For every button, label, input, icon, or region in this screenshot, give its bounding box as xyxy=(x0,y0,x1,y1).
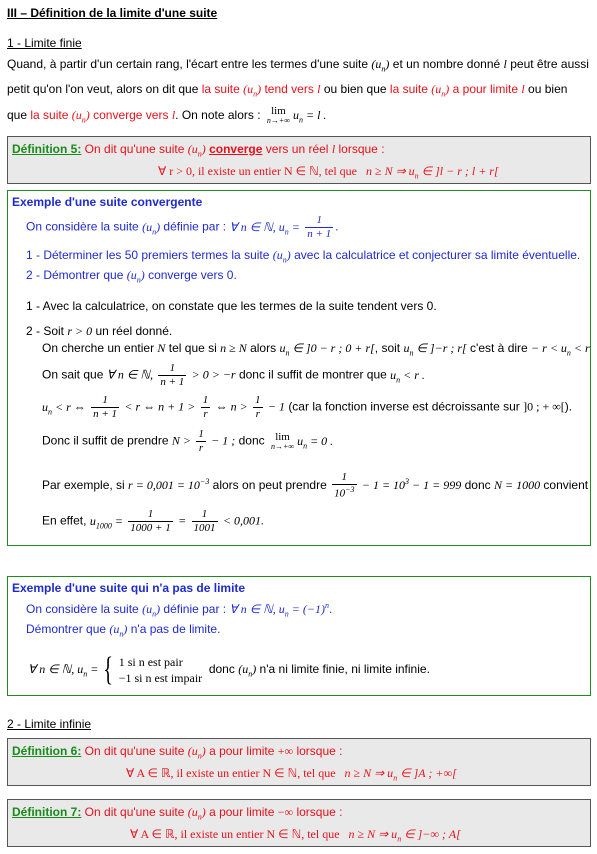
definition-5-box: Définition 5: On dit qu'une suite $(u_n)$ converge vers un réel l lorsque : ∀ r > 0, il existe un entier N ∈ ℕ, tel que n ≥ N ⇒ $u_n$ ∈ ]l − r ; l + r[ xyxy=(7,136,591,184)
example-convergent-title: Exemple d'une suite convergente xyxy=(12,195,203,209)
section-title: III – Définition de la limite d'une suite xyxy=(7,6,218,20)
definition-7-label: Définition 7: xyxy=(12,805,82,819)
definition-6-box: Définition 6: On dit qu'une suite $(u_n)$ a pour limite +∞ lorsque : ∀ A ∈ ℝ, il existe un entier N ∈ ℕ, tel que n ≥ N ⇒ $u_n$ ∈ ]A ; +∞[ xyxy=(7,738,591,786)
example-no-limit-box: Exemple d'une suite qui n'a pas de limite On considère la suite $(u_n)$ définie par : ∀ n ∈ ℕ, $u_n = (-1)^n$. Démontrer que $(u_n)$ n'a pas de limite. ∀ n ∈ ℕ, $u_n$ = { 1 si n est pair −1 si n est impair donc $(u_n)$ n'a ni limite finie, ni limite infinie. xyxy=(7,576,591,696)
definition-5-label: Définition 5: xyxy=(12,142,82,156)
definition-7-box: Définition 7: On dit qu'une suite $(u_n)$ a pour limite −∞ lorsque : ∀ A ∈ ℝ, il existe un entier N ∈ ℕ, tel que n ≥ N ⇒ $u_n$ ∈ ]−∞ ; A[ xyxy=(7,799,591,847)
finite-intro-paragraph: Quand, à partir d'un certain rang, l'écart entre les termes d'une suite $(u_n)$ et un nombre donné l peut être aussi petit qu'on l'on veut, alors on dit que la suite $(u_n)$ tend vers l ou bien que la suite $(u_n)$ a pour limite l ou bien que la suite $(u_n)$ converge vers l. On note alors : lim n→+∞ $u_n = l$ . xyxy=(7,57,589,126)
finite-limit-title: 1 - Limite finie xyxy=(7,36,82,50)
definition-6-label: Définition 6: xyxy=(12,744,82,758)
example-no-limit-title: Exemple d'une suite qui n'a pas de limite xyxy=(12,581,246,595)
example-convergent-box: Exemple d'une suite convergente On considère la suite $(u_n)$ définie par : ∀ n ∈ ℕ, $u_n$ = $\frac{1}{n + 1}$ . 1 - Déterminer les 50 premiers termes la suite $(u_n)$ avec la calculatrice et conjecturer sa limite éventuelle. 2 - Démontrer que $(u_n)$ converge vers 0. 1 - Avec la calculatrice, on constate que les termes de la suite tendent vers 0. 2 - Soit r > 0 un réel donné. On cherche un entier N tel que si n ≥ N alors $u_n$ ∈ ]0 − r ; 0 + r[, soit $u_n$ ∈ ]−r ; r[ c'est à dire − $r < u_n < r$ On sait que ∀ n ∈ ℕ, $\frac{1}{n + 1}$ > 0 > −r donc il suffit de montrer que $u_n < r$ . $u_n < r$ ⇔ $\frac{1}{n + 1}$ < r ⇔ n + 1 > $\frac{1}{r}$ ⇔ n > $\frac{1}{r}$ − 1 (car la fonction inverse est décroissante sur ]0 ; + ∞[). Donc il suffit de prendre N > $\frac{1}{r}$ − 1 ; donc lim n→+∞ $u_n = 0$ . Par exemple, si $r = 0,001 = 10^{-3}$ alors on peut prendre $\frac{1}{10^{-3}}$ − $1 = 10^3 - 1 = 999$ donc N = 1000 convient En effet, $u_{1000}$ = $\frac{1}{1000 + 1}$ = $\frac{1}{1001}$ < 0,001. xyxy=(7,190,591,546)
infinite-limit-title: 2 - Limite infinie xyxy=(7,717,92,731)
